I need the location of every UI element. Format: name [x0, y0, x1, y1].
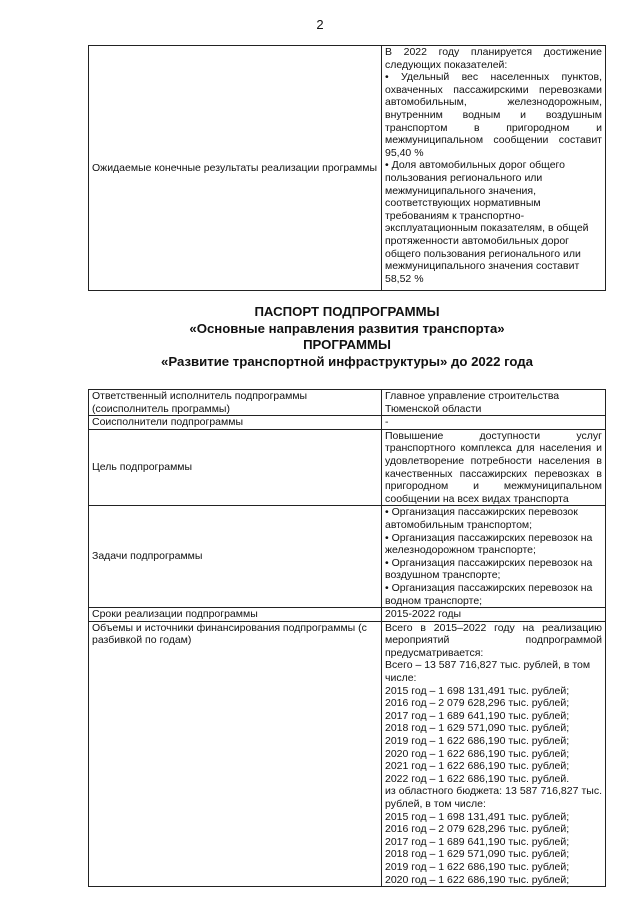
expected-results-table [88, 45, 606, 291]
funding-intro: Всего в 2015–2022 году на реализацию мероприятий подпрограммой предусматривается: [385, 621, 602, 659]
regional-year: 2015 год – 1 698 131,491 тыс. рублей; [385, 810, 570, 823]
funding-year: 2015 год – 1 698 131,491 тыс. рублей; [385, 684, 570, 697]
title-line-3: ПРОГРАММЫ [303, 337, 391, 352]
funding-value [382, 621, 606, 886]
period-value: 2015-2022 годы [382, 608, 606, 622]
table-row [89, 429, 606, 506]
results-intro: В 2022 году планируется достижение следующих показателей: [385, 46, 602, 71]
funding-year: 2017 год – 1 689 641,190 тыс. рублей; [385, 709, 570, 722]
regional-year: 2018 год – 1 629 571,090 тыс. рублей; [385, 848, 570, 861]
tasks-value [382, 506, 606, 608]
task-item: • Организация пассажирских перевозок на воздушном транспорте; [385, 556, 593, 582]
indicator-1: • Удельный вес населенных пунктов, охваченных пассажирскими перевозками автомобильным, железнодорожным, внутренним водным и воздушным транспортом в пригородном и межмуниципальном сообщении составит 95,40 % [385, 71, 602, 159]
task-item: • Организация пассажирских перевозок автомобильным транспортом; [385, 506, 578, 531]
table-row [89, 390, 606, 416]
funding-year: 2021 год – 1 622 686,190 тыс. рублей; [385, 760, 570, 773]
tasks-label: Задачи подпрограммы [89, 506, 382, 608]
goal-label: Цель подпрограммы [89, 429, 382, 506]
period-label: Сроки реализации подпрограммы [89, 608, 382, 622]
funding-year: 2016 год – 2 079 628,296 тыс. рублей; [385, 697, 570, 710]
goal-value: Повышение доступности услуг транспортного комплекса для населения и удовлетворение потребности населения в качественных пассажирских перевозках в пригородном и межмуниципальном сообщении на всех видах транспорта [382, 429, 606, 506]
coexecutors-label: Соисполнители подпрограммы [89, 416, 382, 430]
funding-total: Всего – 13 587 716,827 тыс. рублей, в том числе: [385, 659, 591, 685]
funding-year: 2020 год – 1 622 686,190 тыс. рублей; [385, 747, 570, 760]
funding-label: Объемы и источники финансирования подпрограммы (с разбивкой по годам) [89, 621, 382, 886]
coexecutors-value: - [382, 416, 606, 430]
funding-year: 2018 год – 1 629 571,090 тыс. рублей; [385, 722, 570, 735]
results-value [382, 46, 606, 291]
task-item: • Организация пассажирских перевозок на железнодорожном транспорте; [385, 531, 593, 557]
executor-label: Ответственный исполнитель подпрограммы (соисполнитель программы) [89, 390, 382, 416]
table-row [89, 608, 606, 622]
funding-year: 2019 год – 1 622 686,190 тыс. рублей; [385, 735, 570, 748]
executor-value: Главное управление строительства Тюменской области [382, 390, 606, 416]
regional-year: 2020 год – 1 622 686,190 тыс. рублей; [385, 873, 570, 886]
regional-year: 2019 год – 1 622 686,190 тыс. рублей; [385, 860, 570, 873]
title-line-2: «Основные направления развития транспорта» [189, 320, 505, 336]
task-item: • Организация пассажирских перевозок на водном транспорте; [385, 581, 593, 607]
page-number: 2 [316, 17, 324, 32]
table-row [89, 621, 606, 886]
table-row [89, 416, 606, 430]
title-line-4: «Развитие транспортной инфраструктуры» до 2022 года [161, 353, 533, 369]
regional-intro: из областного бюджета: 13 587 716,827 тыс. рублей, в том числе: [385, 785, 602, 810]
table-row [89, 506, 606, 608]
funding-year: 2022 год – 1 622 686,190 тыс. рублей. [385, 772, 570, 785]
results-label: Ожидаемые конечные результаты реализации программы [89, 46, 382, 291]
page-title [88, 304, 606, 370]
passport-table [88, 389, 606, 887]
indicator-2: • Доля автомобильных дорог общего пользования регионального или межмуниципального значения, соответствующих нормативным требованиям к транспортно-эксплуатационным показателям, в общей протяженности автомобильных дорог общего пользования регионального или межмуниципального значения составит 58,52 % [385, 159, 589, 285]
title-line-1: ПАСПОРТ ПОДПРОГРАММЫ [254, 304, 440, 319]
regional-year: 2016 год – 2 079 628,296 тыс. рублей; [385, 823, 570, 836]
regional-year: 2017 год – 1 689 641,190 тыс. рублей; [385, 835, 570, 848]
table-row [89, 46, 606, 291]
